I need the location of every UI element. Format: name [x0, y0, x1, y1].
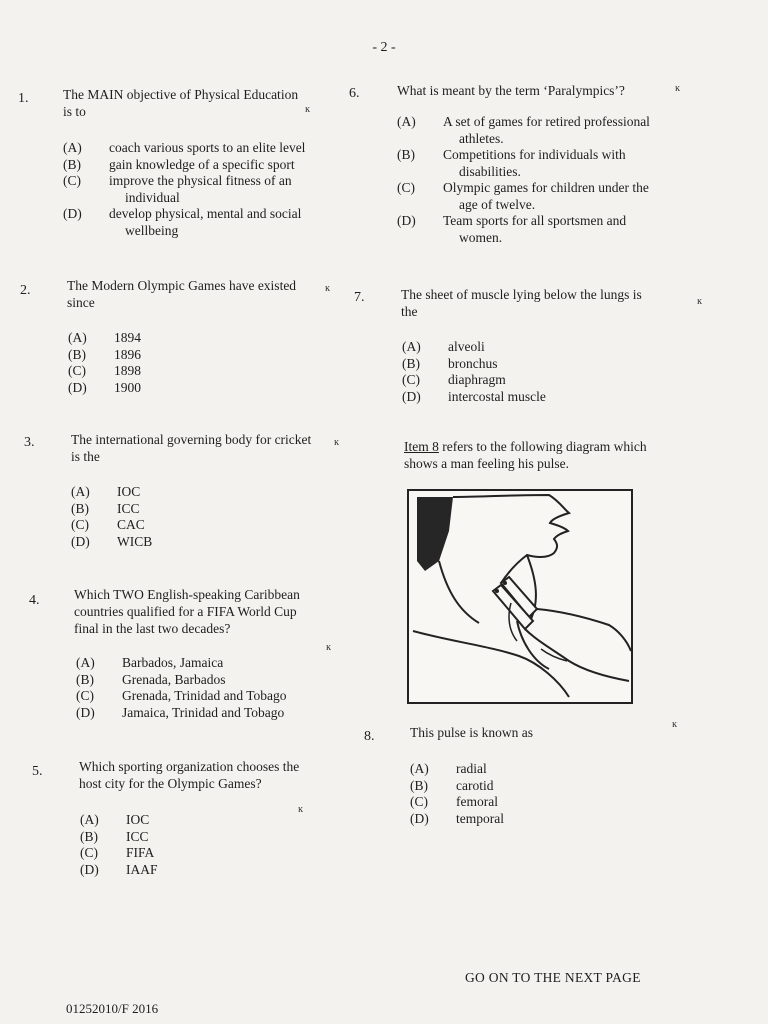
option-b: [63, 157, 348, 174]
question-5-options: [80, 812, 280, 878]
man-feeling-pulse-illustration: [409, 491, 631, 702]
option-text: [456, 761, 610, 778]
option-text-line: 1900: [114, 379, 141, 395]
question-1-number: 1.: [18, 91, 29, 106]
option-label: (C): [71, 517, 89, 532]
question-7-number: 7.: [354, 290, 365, 305]
option-text: [448, 389, 622, 406]
option-label: (B): [76, 671, 94, 687]
option-text-line: gain knowledge of a specific sport: [109, 156, 295, 172]
option-text: [456, 794, 610, 811]
option-text-line: Competitions for individuals with: [443, 147, 626, 162]
question-7-options: [402, 339, 622, 405]
option-b: [68, 347, 268, 364]
option-label: (D): [68, 379, 87, 395]
option-text-line: Grenada, Trinidad and Tobago: [122, 688, 287, 703]
option-text: [117, 501, 271, 518]
option-text: [443, 147, 687, 180]
question-8-options: [410, 761, 610, 827]
option-text-line: 1896: [114, 346, 141, 362]
option-label: (C): [80, 845, 98, 860]
option-label: (D): [402, 388, 421, 404]
option-text-line: IOC: [117, 484, 141, 499]
option-a: [71, 484, 271, 501]
option-text: [114, 347, 268, 364]
question-1-stem: The MAIN objective of Physical Education is to: [63, 87, 299, 119]
question-4-stem: Which TWO English-speaking Caribbean countries qualified for a FIFA World Cup final in the last two decades?: [74, 587, 300, 636]
item-8-intro: Item 8 refers to the following diagram which shows a man feeling his pulse.: [404, 439, 647, 471]
option-label: (D): [80, 861, 99, 877]
option-text-line: develop physical, mental and social: [109, 206, 302, 221]
option-text: [122, 672, 356, 689]
option-text: [126, 812, 280, 829]
option-label: (B): [402, 355, 420, 371]
option-text: [126, 862, 280, 879]
option-a: [410, 761, 610, 778]
option-text-line: intercostal muscle: [448, 388, 546, 404]
option-text-line: ICC: [126, 828, 149, 844]
pencil-mark-icon: ĸ: [325, 283, 330, 294]
option-label: (C): [68, 363, 86, 378]
page-number: - 2 -: [372, 40, 396, 55]
option-text-line: athletes.: [459, 130, 504, 146]
question-7-stem: The sheet of muscle lying below the lungs is the: [401, 287, 642, 319]
option-d: [410, 811, 610, 828]
option-text: [122, 688, 356, 705]
option-c: [63, 173, 348, 206]
question-5-number: 5.: [32, 764, 43, 779]
option-text-line: Jamaica, Trinidad and Tobago: [122, 704, 285, 720]
option-text-line: Grenada, Barbados: [122, 671, 226, 687]
option-text: [448, 356, 622, 373]
option-text-line: coach various sports to an elite level: [109, 140, 306, 155]
option-c: [410, 794, 610, 811]
option-label: (B): [68, 346, 86, 362]
option-label: (D): [76, 704, 95, 720]
option-label: (D): [410, 810, 429, 826]
option-text-line: A set of games for retired professional: [443, 114, 650, 129]
question-3-stem: The international governing body for cricket is the: [71, 432, 312, 464]
option-text-line: bronchus: [448, 355, 498, 371]
option-label: (A): [80, 812, 99, 827]
option-label: (A): [397, 114, 416, 129]
option-label: (B): [71, 500, 89, 516]
option-b: [71, 501, 271, 518]
option-text-line: IAAF: [126, 861, 158, 877]
question-8-number: 8.: [364, 729, 375, 744]
option-text-line: Team sports for all sportsmen and: [443, 213, 627, 228]
option-text: [443, 213, 687, 246]
option-text: [122, 705, 356, 722]
option-d: [402, 389, 622, 406]
option-b: [80, 829, 280, 846]
option-d: [397, 213, 687, 246]
question-5-stem: Which sporting organization chooses the host city for the Olympic Games?: [79, 759, 300, 791]
option-text-line: diaphragm: [448, 372, 506, 387]
option-d: [71, 534, 271, 551]
option-a: [402, 339, 622, 356]
option-text-line: carotid: [456, 777, 494, 793]
option-text: [443, 114, 687, 147]
question-1-options: [63, 140, 348, 239]
option-c: [71, 517, 271, 534]
pencil-mark-icon: ĸ: [305, 104, 310, 115]
option-label: (C): [63, 173, 81, 188]
option-label: (C): [402, 372, 420, 387]
option-text-line: Barbados, Jamaica: [122, 655, 224, 670]
option-d: [63, 206, 348, 239]
pencil-mark-icon: ĸ: [672, 719, 677, 730]
option-b: [76, 672, 356, 689]
option-label: (C): [410, 794, 428, 809]
option-label: (C): [397, 180, 415, 195]
option-label: (D): [71, 533, 90, 549]
option-label: (D): [397, 213, 416, 228]
option-text: [109, 173, 348, 206]
question-2-options: [68, 330, 268, 396]
option-text: [122, 655, 356, 672]
option-text-line: women.: [459, 229, 503, 245]
option-text-line: WICB: [117, 533, 153, 549]
option-text-line: alveoli: [448, 339, 485, 354]
option-text-line: CAC: [117, 517, 145, 532]
option-label: (B): [63, 156, 81, 172]
option-text: [448, 372, 622, 389]
option-text: [456, 778, 610, 795]
question-6-stem: What is meant by the term ‘Paralympics’?: [397, 83, 625, 98]
option-text: [448, 339, 622, 356]
question-3-options: [71, 484, 271, 550]
option-label: (A): [410, 761, 429, 776]
question-4-number: 4.: [29, 593, 40, 608]
option-text: [126, 845, 280, 862]
option-text: [109, 206, 348, 239]
option-a: [68, 330, 268, 347]
option-label: (B): [410, 777, 428, 793]
option-d: [68, 380, 268, 397]
option-label: (B): [80, 828, 98, 844]
option-a: [63, 140, 348, 157]
option-text-line: temporal: [456, 810, 504, 826]
option-label: (A): [76, 655, 95, 670]
pulse-diagram: [407, 489, 633, 704]
option-label: (B): [397, 147, 415, 162]
option-text-line: individual: [125, 189, 180, 205]
option-d: [80, 862, 280, 879]
option-c: [402, 372, 622, 389]
option-text: [117, 517, 271, 534]
option-d: [76, 705, 356, 722]
option-label: (A): [68, 330, 87, 345]
option-text-line: FIFA: [126, 845, 155, 860]
option-label: (A): [71, 484, 90, 499]
option-b: [397, 147, 687, 180]
option-text: [456, 811, 610, 828]
question-4-options: [76, 655, 356, 721]
option-text: [109, 140, 348, 157]
pencil-mark-icon: ĸ: [697, 296, 702, 307]
question-8-stem: This pulse is known as: [410, 725, 533, 740]
option-a: [80, 812, 280, 829]
option-text-line: wellbeing: [125, 222, 179, 238]
option-c: [76, 688, 356, 705]
pencil-mark-icon: ĸ: [334, 437, 339, 448]
option-text: [117, 534, 271, 551]
option-text-line: ICC: [117, 500, 140, 516]
option-text-line: femoral: [456, 794, 498, 809]
pencil-mark-icon: ĸ: [326, 642, 331, 653]
paper-code: 01252010/F 2016: [66, 1001, 159, 1016]
option-text-line: radial: [456, 761, 487, 776]
option-text-line: 1898: [114, 363, 141, 378]
pencil-mark-icon: ĸ: [298, 804, 303, 815]
option-label: (C): [76, 688, 94, 703]
option-text-line: Olympic games for children under the: [443, 180, 649, 195]
option-label: (A): [402, 339, 421, 354]
question-2-stem: The Modern Olympic Games have existed since: [67, 278, 297, 310]
option-text-line: age of twelve.: [459, 196, 536, 212]
pencil-mark-icon: ĸ: [675, 83, 680, 94]
option-c: [397, 180, 687, 213]
option-text: [117, 484, 271, 501]
option-text: [114, 330, 268, 347]
option-label: (D): [63, 206, 82, 221]
option-c: [68, 363, 268, 380]
question-6-number: 6.: [349, 86, 360, 101]
question-3-number: 3.: [24, 435, 35, 450]
option-text: [114, 380, 268, 397]
option-label: (A): [63, 140, 82, 155]
option-text-line: improve the physical fitness of an: [109, 173, 292, 188]
option-a: [76, 655, 356, 672]
go-on-next-page: GO ON TO THE NEXT PAGE: [465, 970, 641, 985]
option-text-line: disabilities.: [459, 163, 521, 179]
option-text: [126, 829, 280, 846]
option-b: [402, 356, 622, 373]
option-text-line: 1894: [114, 330, 141, 345]
option-text: [114, 363, 268, 380]
option-text: [443, 180, 687, 213]
option-a: [397, 114, 687, 147]
option-c: [80, 845, 280, 862]
question-6-options: [397, 114, 687, 246]
option-text: [109, 157, 348, 174]
question-2-number: 2.: [20, 283, 31, 298]
option-b: [410, 778, 610, 795]
option-text-line: IOC: [126, 812, 150, 827]
